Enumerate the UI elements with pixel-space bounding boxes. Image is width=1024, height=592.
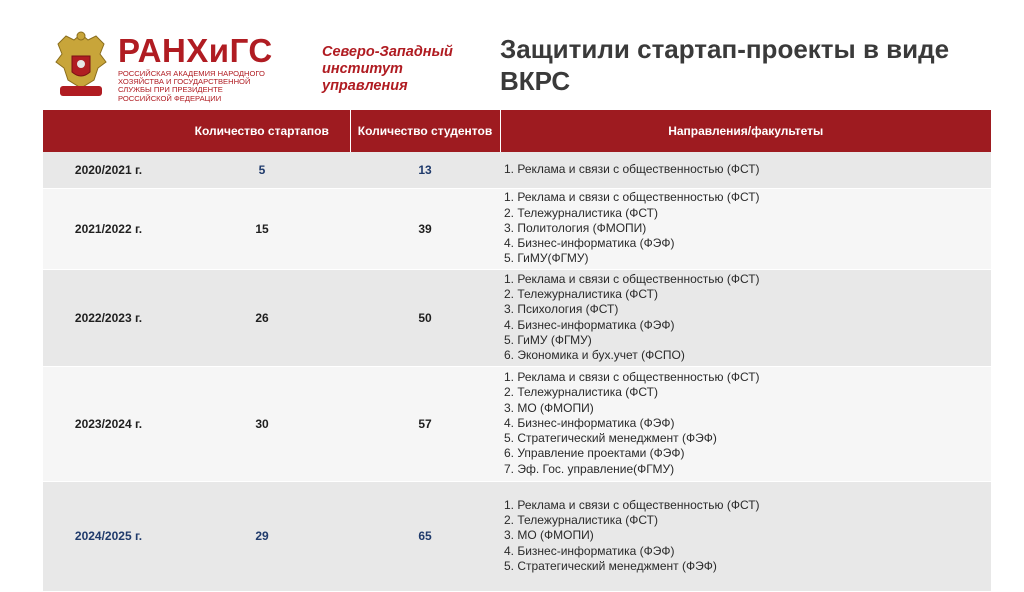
table-row (43, 188, 991, 269)
row-directions (500, 188, 991, 269)
list-item: 1. Реклама и связи с общественностью (ФСТ) (504, 271, 760, 286)
list-item: 3. МО (ФМОПИ) (504, 528, 594, 543)
slide-header (0, 0, 1024, 110)
list-item: 3. Политология (ФМОПИ) (504, 220, 647, 235)
list-item: 6. Экономика и бух.учет (ФСПО) (504, 347, 685, 362)
page-title: Защитили стартап-проекты в виде ВКРС (500, 34, 950, 96)
row-students: 13 (350, 152, 500, 188)
row-students: 57 (350, 366, 500, 481)
list-item: 1. Реклама и связи с общественностью (ФСТ) (504, 190, 760, 205)
list-item: 3. Психология (ФСТ) (504, 302, 619, 317)
list-item: 1. Реклама и связи с общественностью (ФСТ) (504, 162, 760, 177)
row-year: 2024/2025 г. (43, 481, 174, 591)
row-startups: 26 (174, 269, 350, 366)
brand-name: РАНХиГС (118, 32, 273, 69)
list-item: 4. Бизнес-информатика (ФЭФ) (504, 317, 675, 332)
table-row (43, 152, 991, 188)
row-startups: 30 (174, 366, 350, 481)
row-students: 39 (350, 188, 500, 269)
brand-subtitle: РОССИЙСКАЯ АКАДЕМИЯ НАРОДНОГО ХОЗЯЙСТВА И ГОСУДАРСТВЕННОЙ СЛУЖБЫ ПРИ ПРЕЗИДЕНТЕ РОССИЙСКОЙ ФЕДЕРАЦИИ (118, 69, 265, 103)
row-startups: 5 (174, 152, 350, 188)
table-row (43, 269, 991, 366)
row-year: 2020/2021 г. (43, 152, 174, 188)
row-year: 2021/2022 г. (43, 188, 174, 269)
row-directions (500, 269, 991, 366)
row-year: 2022/2023 г. (43, 269, 174, 366)
row-startups: 15 (174, 188, 350, 269)
table-row (43, 481, 991, 591)
list-item: 5. Стратегический менеджмент (ФЭФ) (504, 431, 717, 446)
row-year: 2023/2024 г. (43, 366, 174, 481)
brand-block (118, 34, 273, 103)
table-row (43, 366, 991, 481)
row-directions (500, 481, 991, 591)
header-year (43, 110, 174, 152)
row-startups: 29 (174, 481, 350, 591)
header-directions: Направления/факультеты (500, 110, 991, 152)
list-item: 2. Тележурналистика (ФСТ) (504, 513, 658, 528)
list-item: 2. Тележурналистика (ФСТ) (504, 287, 658, 302)
row-directions (500, 152, 991, 188)
list-item: 3. МО (ФМОПИ) (504, 400, 594, 415)
institute-name: Северо-Западный институт управления (322, 44, 453, 94)
list-item: 4. Бизнес-информатика (ФЭФ) (504, 415, 675, 430)
row-students: 50 (350, 269, 500, 366)
list-item: 1. Реклама и связи с общественностью (ФСТ) (504, 370, 760, 385)
list-item: 2. Тележурналистика (ФСТ) (504, 385, 658, 400)
list-item: 6. Управление проектами (ФЭФ) (504, 446, 685, 461)
header-startups: Количество стартапов (174, 110, 350, 152)
list-item: 1. Реклама и связи с общественностью (ФСТ) (504, 497, 760, 512)
row-directions (500, 366, 991, 481)
eagle-emblem-icon (52, 28, 110, 100)
list-item: 4. Бизнес-информатика (ФЭФ) (504, 543, 675, 558)
row-students: 65 (350, 481, 500, 591)
table-header-row (43, 110, 991, 152)
list-item: 2. Тележурналистика (ФСТ) (504, 205, 658, 220)
list-item: 5. ГиМУ (ФГМУ) (504, 332, 592, 347)
header-students: Количество студентов (350, 110, 500, 152)
startups-table (43, 110, 991, 592)
list-item: 5. Стратегический менеджмент (ФЭФ) (504, 558, 717, 573)
list-item: 5. ГиМУ(ФГМУ) (504, 251, 589, 266)
list-item: 4. Бизнес-информатика (ФЭФ) (504, 236, 675, 251)
list-item: 7. Эф. Гос. управление(ФГМУ) (504, 461, 675, 476)
